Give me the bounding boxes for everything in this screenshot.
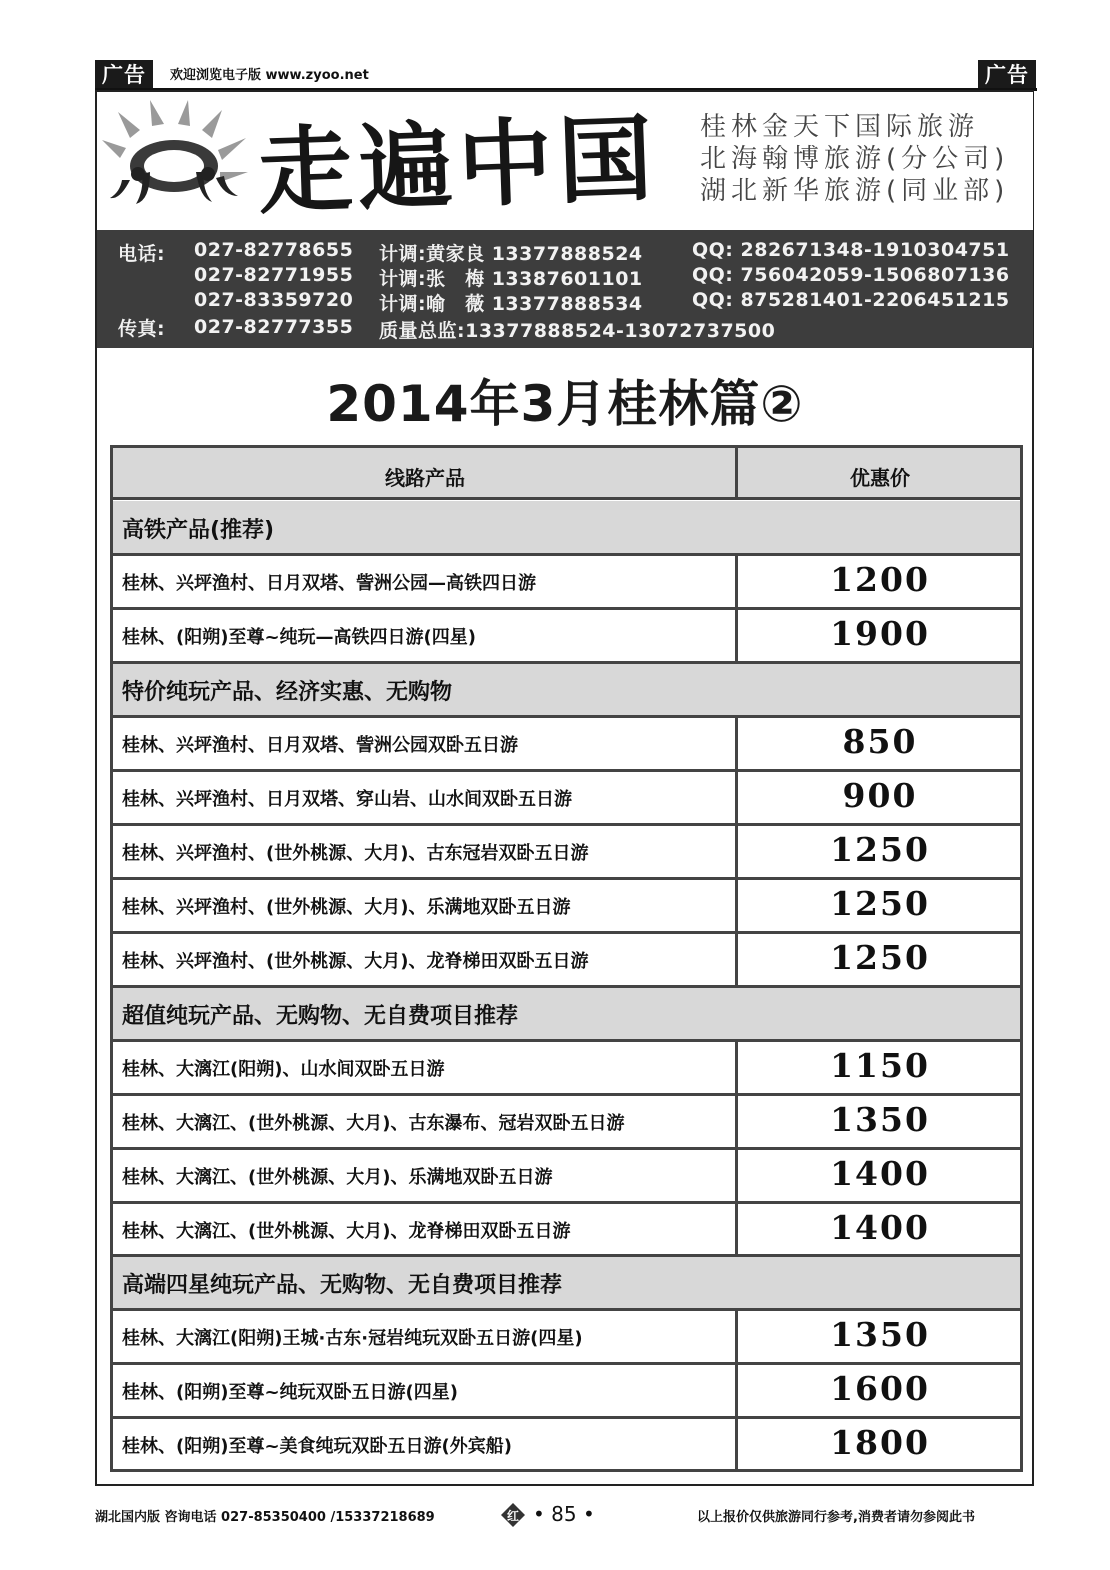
route-name: 桂林、兴坪渔村、(世外桃源、大月)、龙脊梯田双卧五日游: [122, 951, 589, 972]
coordinator-2: 计调:张 梅 13387601101: [379, 268, 643, 290]
qq-2: QQ: 756042059-1506807136: [692, 264, 1010, 286]
col-header-price: 优惠价: [850, 466, 910, 490]
ad-label-left: 广告: [95, 60, 153, 90]
route-price: 1200: [830, 560, 930, 599]
route-price: 1250: [830, 830, 930, 869]
agency-line-2: 北海翰博旅游(分公司): [700, 144, 1010, 174]
row-divider: [110, 1147, 1023, 1150]
route-price: 1900: [830, 614, 930, 653]
route-price: 1400: [830, 1208, 930, 1247]
welcome-text: 欢迎浏览电子版 www.zyoo.net: [170, 68, 369, 83]
route-price: 1250: [830, 938, 930, 977]
route-name: 桂林、兴坪渔村、日月双塔、訾洲公园—高铁四日游: [122, 573, 536, 594]
row-divider: [110, 1416, 1023, 1419]
row-divider: [110, 1093, 1023, 1096]
row-divider: [110, 1362, 1023, 1365]
row-divider: [110, 1254, 1023, 1257]
brand-name: 走遍中国: [256, 104, 661, 228]
page-number: • 85 •: [533, 1502, 595, 1526]
route-price: 850: [842, 722, 918, 761]
row-divider: [110, 823, 1023, 826]
col-divider: [735, 1039, 738, 1256]
route-price: 900: [842, 776, 918, 815]
row-divider: [110, 715, 1023, 718]
category-label: 超值纯玩产品、无购物、无自费项目推荐: [122, 1004, 519, 1029]
fax-number: 027-82777355: [194, 316, 354, 338]
phone-3: 027-83359720: [194, 289, 354, 311]
route-price: 1350: [830, 1315, 930, 1354]
quality-supervisor: 质量总监:13377888524-13072737500: [379, 320, 776, 342]
phone-2: 027-82771955: [194, 264, 354, 286]
footer-edition: 湖北国内版 咨询电话 027-85350400 /15337218689: [95, 1510, 435, 1525]
row-divider: [110, 607, 1023, 610]
coordinator-3: 计调:喻 薇 13377888534: [379, 293, 643, 315]
ad-label-right: 广告: [978, 60, 1036, 90]
route-price: 1150: [830, 1046, 930, 1085]
phone-1: 027-82778655: [194, 239, 354, 261]
coordinator-1: 计调:黄家良 13377888524: [379, 243, 643, 265]
phone-label: 电话:: [118, 243, 166, 265]
route-price: 1600: [830, 1369, 930, 1408]
col-divider: [735, 445, 738, 500]
fax-label: 传真:: [118, 318, 166, 340]
row-divider: [110, 661, 1023, 664]
route-price: 1800: [830, 1423, 930, 1462]
route-name: 桂林、大漓江、(世外桃源、大月)、乐满地双卧五日游: [122, 1167, 553, 1188]
category-label: 高端四星纯玩产品、无购物、无自费项目推荐: [122, 1273, 563, 1298]
route-name: 桂林、(阳朔)至尊~美食纯玩双卧五日游(外宾船): [122, 1436, 512, 1457]
row-divider: [110, 877, 1023, 880]
qq-1: QQ: 282671348-1910304751: [692, 239, 1010, 261]
row-divider: [110, 1039, 1023, 1042]
route-price: 1350: [830, 1100, 930, 1139]
route-price: 1400: [830, 1154, 930, 1193]
col-divider: [735, 553, 738, 663]
route-name: 桂林、兴坪渔村、日月双塔、穿山岩、山水间双卧五日游: [122, 789, 572, 810]
row-divider: [110, 1201, 1023, 1204]
route-name: 桂林、兴坪渔村、日月双塔、訾洲公园双卧五日游: [122, 735, 518, 756]
route-name: 桂林、大漓江(阳朔)王城·古东·冠岩纯玩双卧五日游(四星): [122, 1328, 583, 1349]
row-divider: [110, 769, 1023, 772]
qq-3: QQ: 875281401-2206451215: [692, 289, 1010, 311]
footer-disclaimer: 以上报价仅供旅游同行参考,消费者请勿参阅此书: [697, 1510, 975, 1525]
route-name: 桂林、大漓江、(世外桃源、大月)、龙脊梯田双卧五日游: [122, 1221, 571, 1242]
route-name: 桂林、大漓江(阳朔)、山水间双卧五日游: [122, 1059, 445, 1080]
category-label: 特价纯玩产品、经济实惠、无购物: [122, 680, 453, 705]
row-divider: [110, 931, 1023, 934]
row-divider: [110, 985, 1023, 988]
page-title: 2014年3月桂林篇②: [326, 375, 804, 433]
diamond-badge-icon: [500, 1502, 526, 1528]
col-divider: [735, 715, 738, 987]
sun-logo-icon: [100, 100, 250, 215]
route-name: 桂林、兴坪渔村、(世外桃源、大月)、古东冠岩双卧五日游: [122, 843, 589, 864]
route-price: 1250: [830, 884, 930, 923]
row-divider: [110, 1308, 1023, 1311]
agency-line-1: 桂林金天下国际旅游: [700, 112, 980, 142]
agency-line-3: 湖北新华旅游(同业部): [700, 176, 1010, 206]
route-name: 桂林、(阳朔)至尊~纯玩—高铁四日游(四星): [122, 627, 476, 648]
col-header-route: 线路产品: [385, 466, 465, 490]
route-name: 桂林、(阳朔)至尊~纯玩双卧五日游(四星): [122, 1382, 458, 1403]
category-label: 高铁产品(推荐): [122, 518, 275, 543]
col-divider: [735, 1308, 738, 1472]
route-name: 桂林、兴坪渔村、(世外桃源、大月)、乐满地双卧五日游: [122, 897, 571, 918]
route-name: 桂林、大漓江、(世外桃源、大月)、古东瀑布、冠岩双卧五日游: [122, 1113, 625, 1134]
row-divider: [110, 553, 1023, 556]
badge-text: 红: [506, 1509, 520, 1523]
